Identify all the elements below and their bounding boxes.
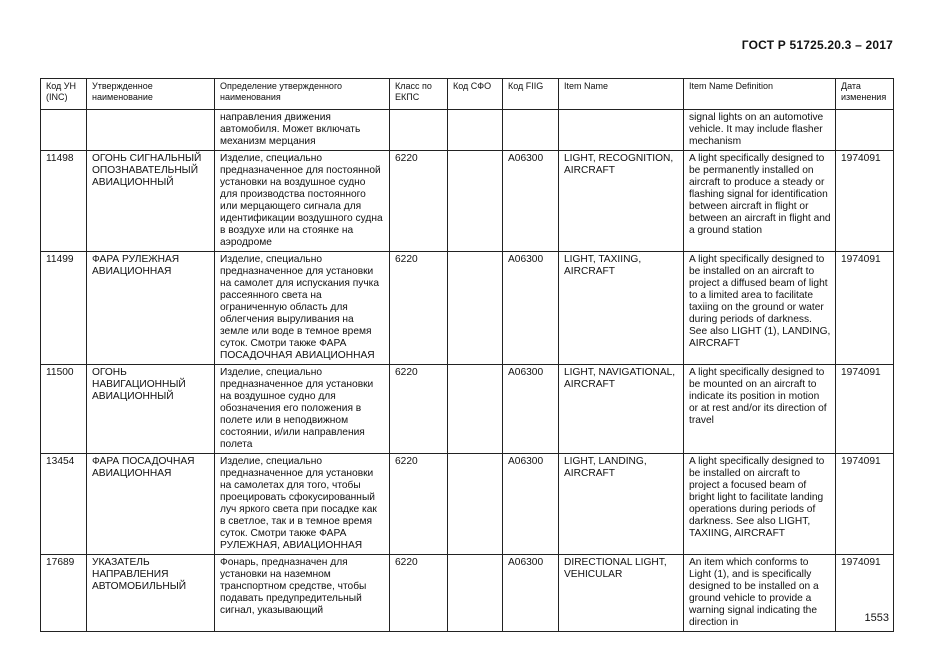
cell-item-definition: signal lights on an automotive vehicle. It may include flasher mechanism: [684, 110, 836, 151]
cell-class: 6220: [390, 454, 448, 555]
cell-fiig: A06300: [503, 454, 559, 555]
cell-date: 1974091: [836, 365, 894, 454]
cell-inc: 11498: [41, 151, 87, 252]
cell-fiig: A06300: [503, 365, 559, 454]
table-row: [41, 151, 894, 252]
table-row: [41, 454, 894, 555]
cell-definition: Изделие, специально предназначенное для установки на самолет для испускания пучка рассеянного света на ограниченную область для облегчения выруливания на земле или воде в темное время суток. Смотри также ФАРА ПОСАДОЧНАЯ АВИАЦИОННАЯ: [215, 252, 390, 365]
cell-approved-name: ФАРА ПОСАДОЧНАЯ АВИАЦИОННАЯ: [87, 454, 215, 555]
cell-approved-name: ОГОНЬ СИГНАЛЬНЫЙ ОПОЗНАВАТЕЛЬНЫЙ АВИАЦИОННЫЙ: [87, 151, 215, 252]
cell-item-definition: A light specifically designed to be mounted on an aircraft to indicate its position in motion or at rest and/or its direction of travel: [684, 365, 836, 454]
cell-sfo: [448, 110, 503, 151]
cell-item-name: DIRECTIONAL LIGHT, VEHICULAR: [559, 555, 684, 632]
cell-inc: 11500: [41, 365, 87, 454]
cell-definition: Изделие, специально предназначенное для установки на самолетах для того, чтобы проецировать сфокусированный луч яркого света при посадке как в светлое, так и в темное время суток. Смотри также ФАРА РУЛЕЖНАЯ, АВИАЦИОННАЯ: [215, 454, 390, 555]
column-header-class: Класс по ЕКПС: [390, 79, 448, 110]
cell-definition: Изделие, специально предназначенное для постоянной установки на воздушное судно для производства постоянного или мерцающего сигнала для идентификации воздушного судна в воздухе или на стоянке на аэродроме: [215, 151, 390, 252]
table-row: [41, 110, 894, 151]
cell-class: 6220: [390, 151, 448, 252]
cell-inc: 17689: [41, 555, 87, 632]
cell-approved-name: [87, 110, 215, 151]
classification-table-container: [40, 78, 893, 632]
document-header: ГОСТ Р 51725.20.3 – 2017: [741, 38, 893, 52]
cell-item-name: LIGHT, RECOGNITION, AIRCRAFT: [559, 151, 684, 252]
cell-fiig: A06300: [503, 151, 559, 252]
cell-fiig: A06300: [503, 555, 559, 632]
cell-fiig: A06300: [503, 252, 559, 365]
table-row: [41, 252, 894, 365]
cell-date: 1974091: [836, 151, 894, 252]
cell-inc: 13454: [41, 454, 87, 555]
cell-approved-name: УКАЗАТЕЛЬ НАПРАВЛЕНИЯ АВТОМОБИЛЬНЫЙ: [87, 555, 215, 632]
table-row: [41, 555, 894, 632]
cell-inc: 11499: [41, 252, 87, 365]
table-row: [41, 365, 894, 454]
column-header-inc: Код УН (INC): [41, 79, 87, 110]
cell-fiig: [503, 110, 559, 151]
column-header-item-definition: Item Name Definition: [684, 79, 836, 110]
cell-sfo: [448, 252, 503, 365]
cell-approved-name: ФАРА РУЛЕЖНАЯ АВИАЦИОННАЯ: [87, 252, 215, 365]
page-number: 1553: [864, 612, 889, 624]
cell-sfo: [448, 555, 503, 632]
cell-inc: [41, 110, 87, 151]
cell-sfo: [448, 454, 503, 555]
column-header-date: Дата изменения: [836, 79, 894, 110]
cell-item-definition: An item which conforms to Light (1), and is specifically designed to be installed on a ground vehicle to provide a warning signal indicating the direction in: [684, 555, 836, 632]
cell-date: [836, 110, 894, 151]
classification-table: [40, 78, 894, 632]
cell-class: [390, 110, 448, 151]
cell-item-name: [559, 110, 684, 151]
cell-sfo: [448, 365, 503, 454]
cell-definition: Изделие, специально предназначенное для установки на воздушное судно для обозначения его положения в полете или в неподвижном состоянии, и/или направления полета: [215, 365, 390, 454]
cell-date: 1974091: [836, 454, 894, 555]
cell-class: 6220: [390, 252, 448, 365]
cell-date: 1974091: [836, 252, 894, 365]
cell-item-definition: A light specifically designed to be permanently installed on aircraft to produce a steady or flashing signal for identification between aircraft in flight or between an aircraft in flight and a ground station: [684, 151, 836, 252]
cell-definition: направления движения автомобиля. Может включать механизм мерцания: [215, 110, 390, 151]
cell-date: 1974091: [836, 555, 894, 632]
column-header-definition: Определение утвержденного наименования: [215, 79, 390, 110]
column-header-fiig: Код FIIG: [503, 79, 559, 110]
cell-item-name: LIGHT, TAXIING, AIRCRAFT: [559, 252, 684, 365]
cell-approved-name: ОГОНЬ НАВИГАЦИОННЫЙ АВИАЦИОННЫЙ: [87, 365, 215, 454]
cell-class: 6220: [390, 555, 448, 632]
cell-item-name: LIGHT, LANDING, AIRCRAFT: [559, 454, 684, 555]
cell-item-definition: A light specifically designed to be installed on an aircraft to project a diffused beam of light to a limited area to facilitate taxiing on the ground or water during periods of darkness. See also LIGHT (1), LANDING, AIRCRAFT: [684, 252, 836, 365]
table-header-row: [41, 79, 894, 110]
column-header-sfo: Код СФО: [448, 79, 503, 110]
column-header-approved-name: Утвержденное наименование: [87, 79, 215, 110]
cell-sfo: [448, 151, 503, 252]
cell-item-definition: A light specifically designed to be installed on aircraft to project a focused beam of bright light to facilitate landing operations during periods of darkness. See also LIGHT, TAXIING, AIRCRAFT: [684, 454, 836, 555]
cell-item-name: LIGHT, NAVIGATIONAL, AIRCRAFT: [559, 365, 684, 454]
cell-definition: Фонарь, предназначен для установки на наземном транспортном средстве, чтобы подавать предупредительный сигнал, указывающий: [215, 555, 390, 632]
column-header-item-name: Item Name: [559, 79, 684, 110]
cell-class: 6220: [390, 365, 448, 454]
